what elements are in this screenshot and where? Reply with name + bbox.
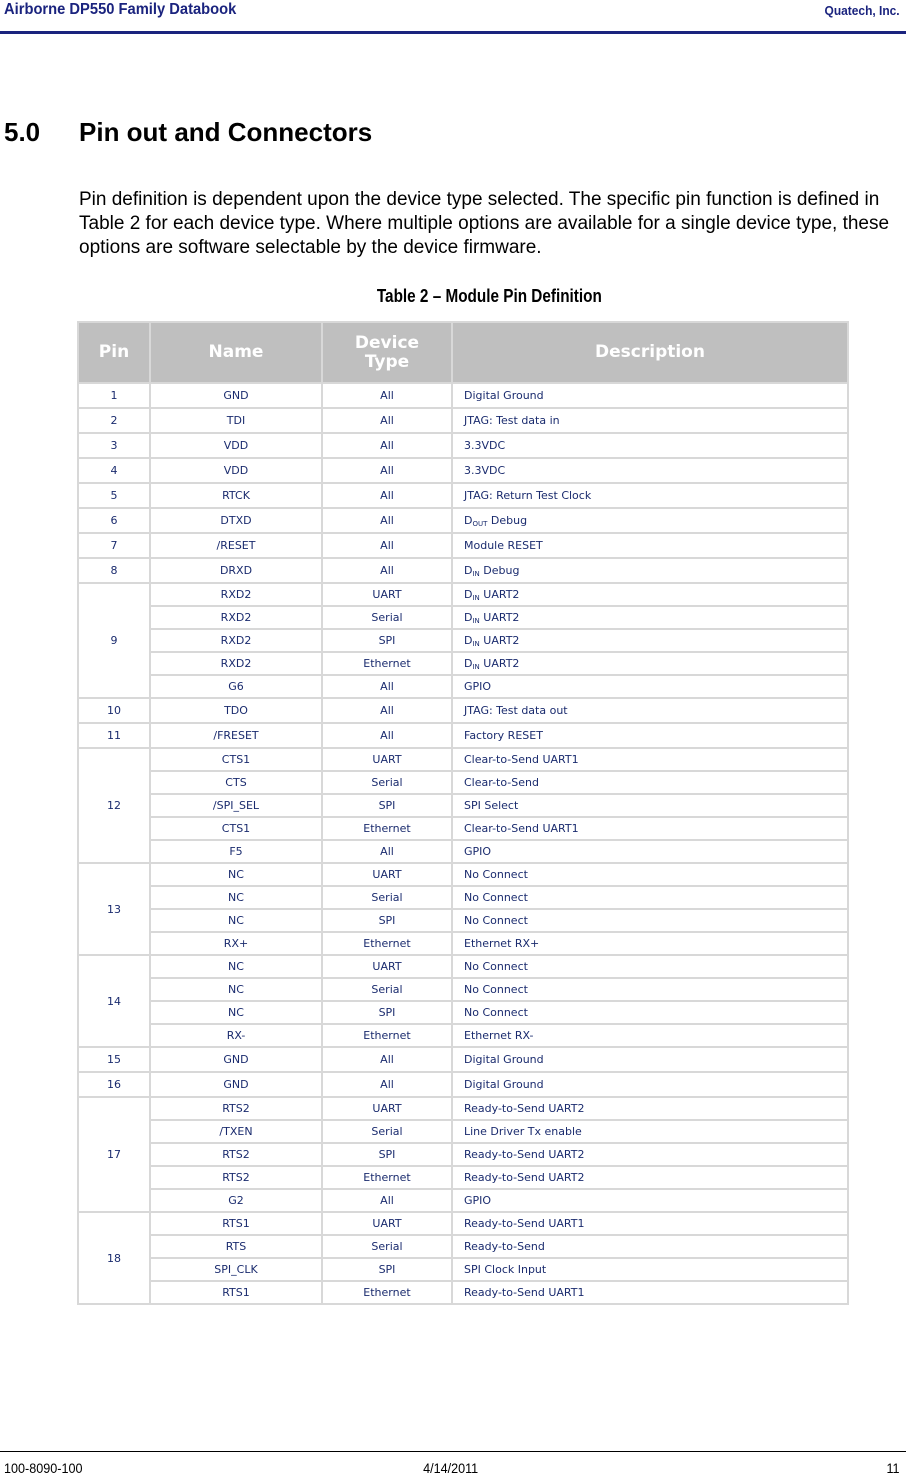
table-row <box>78 652 848 675</box>
table-row <box>78 533 848 558</box>
footer-doc-number: 100-8090-100 <box>4 1460 83 1476</box>
description-cell <box>452 955 848 978</box>
pin-cell: 11 <box>78 723 150 748</box>
table-row <box>78 955 848 978</box>
table-row <box>78 932 848 955</box>
header-pin: Pin <box>78 322 150 383</box>
footer-rule <box>0 1451 906 1452</box>
name-cell: /FRESET <box>150 723 322 748</box>
pin-cell: 4 <box>78 458 150 483</box>
description-cell <box>452 1189 848 1212</box>
device-type-cell: Ethernet <box>322 1166 452 1189</box>
table-row <box>78 1143 848 1166</box>
device-type-cell: SPI <box>322 1143 452 1166</box>
description-cell <box>452 408 848 433</box>
description-text: D <box>464 610 473 624</box>
pin-cell: 3 <box>78 433 150 458</box>
table-row <box>78 1235 848 1258</box>
device-type-cell: Ethernet <box>322 817 452 840</box>
description-cell <box>452 771 848 794</box>
table-row <box>78 558 848 583</box>
name-cell: /TXEN <box>150 1120 322 1143</box>
description-cell <box>452 1047 848 1072</box>
description-cell <box>452 817 848 840</box>
description-cell <box>452 909 848 932</box>
description-text: 3.3VDC <box>464 439 506 452</box>
description-text: JTAG: Test data out <box>464 704 568 717</box>
description-text: No Connect <box>464 868 528 881</box>
table-row <box>78 1001 848 1024</box>
description-cell <box>452 1166 848 1189</box>
description-text: GPIO <box>464 680 492 693</box>
name-cell: GND <box>150 1072 322 1097</box>
description-text: D <box>464 633 473 647</box>
table-header-row <box>78 322 848 383</box>
device-type-cell: Ethernet <box>322 1024 452 1047</box>
table-row <box>78 606 848 629</box>
description-cell <box>452 1235 848 1258</box>
table-row <box>78 723 848 748</box>
name-cell: RXD2 <box>150 652 322 675</box>
description-text: Ready-to-Send UART2 <box>464 1148 585 1161</box>
description-text: JTAG: Test data in <box>464 414 560 427</box>
description-cell <box>452 606 848 629</box>
pin-cell: 13 <box>78 863 150 955</box>
description-text: Clear-to-Send <box>464 776 539 789</box>
description-text: No Connect <box>464 891 528 904</box>
description-cell <box>452 1258 848 1281</box>
page-header <box>0 0 906 34</box>
device-type-cell: SPI <box>322 794 452 817</box>
description-text: No Connect <box>464 1006 528 1019</box>
description-text: D <box>464 587 473 601</box>
table-row <box>78 748 848 771</box>
table-row <box>78 1212 848 1235</box>
device-type-cell: Serial <box>322 606 452 629</box>
description-text: GPIO <box>464 1194 492 1207</box>
table-row <box>78 483 848 508</box>
description-cell <box>452 1001 848 1024</box>
description-cell <box>452 1281 848 1304</box>
footer-page-number: 11 <box>886 1460 900 1476</box>
table-row <box>78 1047 848 1072</box>
pin-cell: 9 <box>78 583 150 698</box>
description-text: Ready-to-Send UART2 <box>464 1102 585 1115</box>
description-text: Ready-to-Send UART2 <box>464 1171 585 1184</box>
description-text: GPIO <box>464 845 492 858</box>
device-type-cell: All <box>322 1047 452 1072</box>
description-cell <box>452 1120 848 1143</box>
description-subscript: IN <box>472 616 480 625</box>
description-text: Digital Ground <box>464 1053 544 1066</box>
header-device-type-text: Device Type <box>354 332 420 372</box>
device-type-cell: Serial <box>322 1235 452 1258</box>
device-type-cell: SPI <box>322 1001 452 1024</box>
description-cell <box>452 863 848 886</box>
name-cell: TDO <box>150 698 322 723</box>
footer-date: 4/14/2011 <box>423 1460 479 1476</box>
table-row <box>78 1024 848 1047</box>
description-cell <box>452 840 848 863</box>
name-cell: VDD <box>150 433 322 458</box>
name-cell: /SPI_SEL <box>150 794 322 817</box>
description-text: No Connect <box>464 960 528 973</box>
description-cell <box>452 583 848 606</box>
device-type-cell: All <box>322 383 452 408</box>
table-row <box>78 675 848 698</box>
description-text: Clear-to-Send UART1 <box>464 753 579 766</box>
name-cell: RX- <box>150 1024 322 1047</box>
description-cell <box>452 458 848 483</box>
table-row <box>78 433 848 458</box>
table-row <box>78 508 848 533</box>
device-type-cell: Serial <box>322 886 452 909</box>
device-type-cell: Serial <box>322 978 452 1001</box>
pin-cell: 17 <box>78 1097 150 1212</box>
device-type-cell: All <box>322 1189 452 1212</box>
name-cell: RTS2 <box>150 1097 322 1120</box>
name-cell: SPI_CLK <box>150 1258 322 1281</box>
name-cell: CTS1 <box>150 817 322 840</box>
device-type-cell: Ethernet <box>322 652 452 675</box>
table-row <box>78 1072 848 1097</box>
table-row <box>78 583 848 606</box>
pin-cell: 2 <box>78 408 150 433</box>
table-row <box>78 771 848 794</box>
description-cell <box>452 629 848 652</box>
device-type-cell: All <box>322 483 452 508</box>
header-description: Description <box>452 322 848 383</box>
description-cell <box>452 508 848 533</box>
name-cell: RX+ <box>150 932 322 955</box>
device-type-cell: Serial <box>322 1120 452 1143</box>
description-cell <box>452 748 848 771</box>
device-type-cell: All <box>322 433 452 458</box>
description-text: D <box>464 513 473 527</box>
table-row <box>78 978 848 1001</box>
description-cell <box>452 1072 848 1097</box>
name-cell: DRXD <box>150 558 322 583</box>
device-type-cell: UART <box>322 1097 452 1120</box>
device-type-cell: SPI <box>322 1258 452 1281</box>
name-cell: NC <box>150 863 322 886</box>
table-row <box>78 408 848 433</box>
name-cell: DTXD <box>150 508 322 533</box>
description-suffix: UART2 <box>479 587 520 601</box>
table-row <box>78 863 848 886</box>
name-cell: RTS2 <box>150 1143 322 1166</box>
description-cell <box>452 1212 848 1235</box>
intro-paragraph: Pin definition is dependent upon the device type selected. The specific pin function is defined in Table 2 for each device type. Where multiple options are available for a single device type, these options are software selectable by the device firmware. <box>79 189 890 258</box>
name-cell: VDD <box>150 458 322 483</box>
name-cell: TDI <box>150 408 322 433</box>
description-cell <box>452 675 848 698</box>
device-type-cell: UART <box>322 748 452 771</box>
name-cell: NC <box>150 1001 322 1024</box>
device-type-cell: All <box>322 698 452 723</box>
description-text: D <box>464 563 473 577</box>
table-row <box>78 383 848 408</box>
table-row <box>78 1281 848 1304</box>
description-text: Digital Ground <box>464 1078 544 1091</box>
device-type-cell: All <box>322 1072 452 1097</box>
description-text: No Connect <box>464 983 528 996</box>
pin-cell: 16 <box>78 1072 150 1097</box>
name-cell: /RESET <box>150 533 322 558</box>
device-type-cell: All <box>322 723 452 748</box>
section-heading <box>4 117 372 148</box>
name-cell: NC <box>150 955 322 978</box>
description-text: Factory RESET <box>464 729 543 742</box>
description-suffix: UART2 <box>479 656 520 670</box>
description-text: Ready-to-Send UART1 <box>464 1286 585 1299</box>
description-text: Ready-to-Send <box>464 1240 545 1253</box>
description-subscript: IN <box>472 593 480 602</box>
pin-cell: 15 <box>78 1047 150 1072</box>
name-cell: RTS1 <box>150 1212 322 1235</box>
description-text: Line Driver Tx enable <box>464 1125 582 1138</box>
table-caption <box>0 286 906 307</box>
description-cell <box>452 383 848 408</box>
header-company: Quatech, Inc. <box>824 3 900 18</box>
description-suffix: Debug <box>479 563 520 577</box>
name-cell: NC <box>150 909 322 932</box>
table-row <box>78 698 848 723</box>
table-row <box>78 909 848 932</box>
name-cell: G2 <box>150 1189 322 1212</box>
device-type-cell: All <box>322 458 452 483</box>
device-type-cell: UART <box>322 1212 452 1235</box>
device-type-cell: Ethernet <box>322 932 452 955</box>
name-cell: RXD2 <box>150 606 322 629</box>
description-text: SPI Select <box>464 799 519 812</box>
description-cell <box>452 483 848 508</box>
description-subscript: IN <box>472 569 480 578</box>
description-suffix: Debug <box>487 513 528 527</box>
name-cell: F5 <box>150 840 322 863</box>
table-row <box>78 1258 848 1281</box>
table-row <box>78 840 848 863</box>
description-cell <box>452 723 848 748</box>
name-cell: G6 <box>150 675 322 698</box>
pin-cell: 5 <box>78 483 150 508</box>
name-cell: NC <box>150 978 322 1001</box>
table-row <box>78 794 848 817</box>
header-device-type <box>322 322 452 383</box>
description-cell <box>452 558 848 583</box>
table-row <box>78 1166 848 1189</box>
table-row <box>78 629 848 652</box>
device-type-cell: All <box>322 533 452 558</box>
header-name: Name <box>150 322 322 383</box>
header-title: Airborne DP550 Family Databook <box>4 1 237 18</box>
name-cell: RTS1 <box>150 1281 322 1304</box>
description-cell <box>452 978 848 1001</box>
description-text: No Connect <box>464 914 528 927</box>
description-cell <box>452 652 848 675</box>
pin-definition-table <box>77 321 849 1305</box>
description-text: Ethernet RX+ <box>464 937 540 950</box>
description-text: JTAG: Return Test Clock <box>464 489 592 502</box>
device-type-cell: All <box>322 508 452 533</box>
device-type-cell: Serial <box>322 771 452 794</box>
description-cell <box>452 1024 848 1047</box>
description-text: Module RESET <box>464 539 543 552</box>
device-type-cell: All <box>322 558 452 583</box>
device-type-cell: All <box>322 408 452 433</box>
name-cell: RXD2 <box>150 583 322 606</box>
table-row <box>78 817 848 840</box>
description-text: Ethernet RX- <box>464 1029 534 1042</box>
pin-cell: 8 <box>78 558 150 583</box>
pin-cell: 10 <box>78 698 150 723</box>
description-cell <box>452 1143 848 1166</box>
description-cell <box>452 932 848 955</box>
section-number: 5.0 <box>4 117 41 147</box>
name-cell: RTS <box>150 1235 322 1258</box>
pin-cell: 7 <box>78 533 150 558</box>
pin-cell: 12 <box>78 748 150 863</box>
description-cell <box>452 794 848 817</box>
description-subscript: IN <box>472 662 480 671</box>
description-subscript: OUT <box>472 519 488 528</box>
device-type-cell: UART <box>322 863 452 886</box>
description-cell <box>452 433 848 458</box>
description-suffix: UART2 <box>479 633 520 647</box>
description-text: SPI Clock Input <box>464 1263 547 1276</box>
description-suffix: UART2 <box>479 610 520 624</box>
device-type-cell: UART <box>322 583 452 606</box>
name-cell: GND <box>150 1047 322 1072</box>
description-cell <box>452 1097 848 1120</box>
table-row <box>78 886 848 909</box>
name-cell: NC <box>150 886 322 909</box>
device-type-cell: Ethernet <box>322 1281 452 1304</box>
description-text: Clear-to-Send UART1 <box>464 822 579 835</box>
description-subscript: IN <box>472 639 480 648</box>
name-cell: RXD2 <box>150 629 322 652</box>
description-cell <box>452 886 848 909</box>
table-row <box>78 1189 848 1212</box>
table-row <box>78 458 848 483</box>
pin-cell: 14 <box>78 955 150 1047</box>
device-type-cell: All <box>322 840 452 863</box>
pin-cell: 6 <box>78 508 150 533</box>
table-caption-text: Table 2 – Module Pin Definition <box>376 286 602 306</box>
table-row <box>78 1120 848 1143</box>
description-cell <box>452 698 848 723</box>
section-title: Pin out and Connectors <box>79 117 373 147</box>
description-text: Ready-to-Send UART1 <box>464 1217 585 1230</box>
description-text: Digital Ground <box>464 389 544 402</box>
device-type-cell: SPI <box>322 629 452 652</box>
name-cell: GND <box>150 383 322 408</box>
pin-cell: 1 <box>78 383 150 408</box>
description-cell <box>452 533 848 558</box>
device-type-cell: All <box>322 675 452 698</box>
description-text: D <box>464 656 473 670</box>
table-body <box>78 383 848 1304</box>
table-row <box>78 1097 848 1120</box>
pin-cell: 18 <box>78 1212 150 1304</box>
name-cell: CTS1 <box>150 748 322 771</box>
device-type-cell: SPI <box>322 909 452 932</box>
name-cell: RTS2 <box>150 1166 322 1189</box>
name-cell: RTCK <box>150 483 322 508</box>
description-text: 3.3VDC <box>464 464 506 477</box>
device-type-cell: UART <box>322 955 452 978</box>
name-cell: CTS <box>150 771 322 794</box>
